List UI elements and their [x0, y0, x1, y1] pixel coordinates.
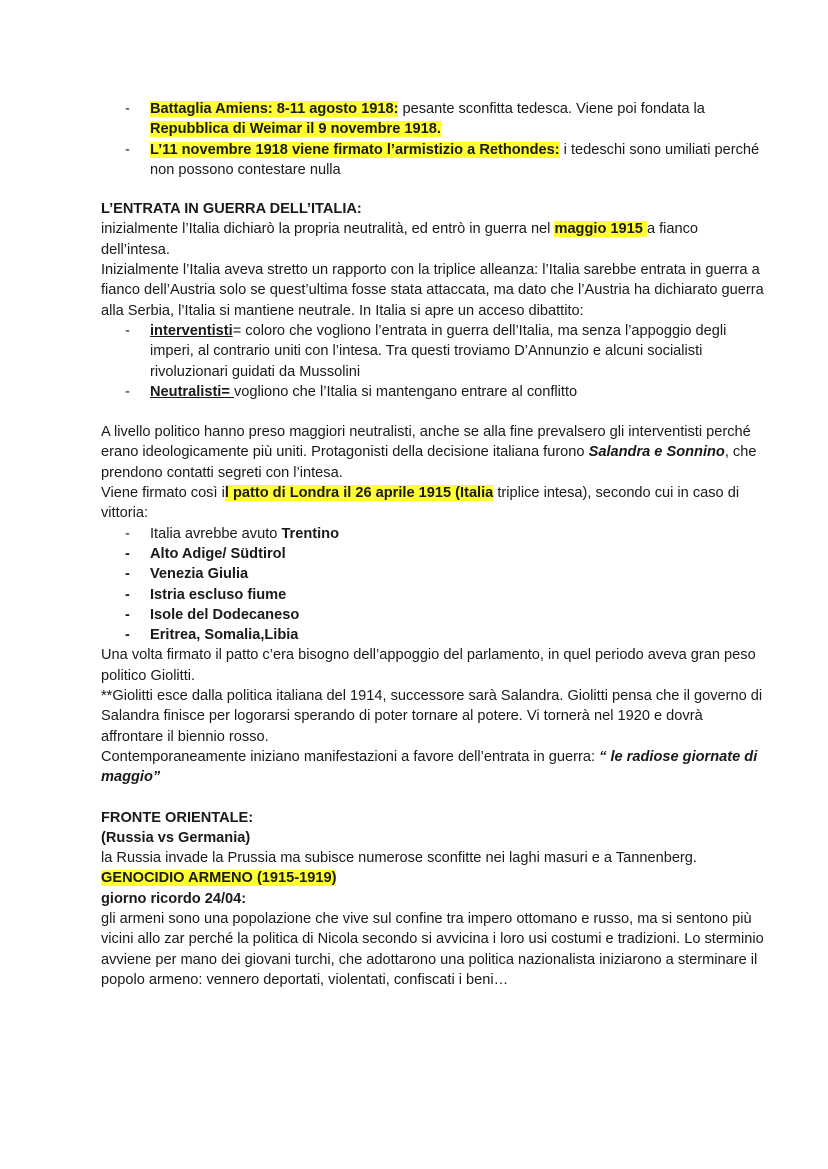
paragraph: Viene firmato così il patto di Londra il 26 aprile 1915 (Italia triplice intesa), secondo cui in caso di vittoria: [101, 485, 740, 522]
paragraph: Contemporaneamente iniziano manifestazioni a favore dell’entrata in guerra: “ le radiose giornate di maggio” [101, 748, 758, 786]
list-item: - interventisti= coloro che vogliono l’entrata in guerra dell’Italia, ma senza l’appoggio degli imperi, al contrario uniti con l’intesa. Tra questi troviamo D’Annunzio e alcuni socialisti rivoluzionari guidati da Mussolini [101, 321, 768, 382]
section-heading-fronte: FRONTE ORIENTALE: [101, 809, 254, 826]
weimar-label: Repubblica di Weimar il 9 novembre 1918. [150, 121, 441, 138]
section-heading-italia: L’ENTRATA IN GUERRA DELL’ITALIA: [101, 201, 362, 218]
list-item: - Italia avrebbe avuto Trentino [101, 524, 768, 544]
quote-radiose-giornate: “ le radiose giornate di maggio” [101, 748, 758, 786]
term-interventisti: interventisti [150, 322, 233, 339]
genocidio-heading: GENOCIDIO ARMENO (1915-1919) [101, 870, 337, 887]
ricordo-label: giorno ricordo 24/04: [101, 890, 247, 907]
paragraph: Una volta firmato il patto c’era bisogno dell’appoggio del parlamento, in quel periodo aveva gran peso politico Giolitti. [101, 647, 756, 684]
paragraph: A livello politico hanno preso maggiori neutralisti, anche se alla fine prevalsero gli interventisti perché erano ideologicamente più uniti. Protagonisti della decisione italiana furono Salandra e Sonnino, che prendono contatti segreti con l’intesa. [101, 424, 757, 481]
list-item: - Battaglia Amiens: 8-11 agosto 1918: pesante sconfitta tedesca. Viene poi fondata la Repubblica di Weimar il 9 novembre 1918. [101, 99, 768, 140]
list-item: - Isole del Dodecaneso [101, 605, 768, 625]
paragraph: la Russia invade la Prussia ma subisce numerose sconfitte nei laghi masuri e a Tannenberg. [101, 850, 697, 867]
list-item: - Venezia Giulia [101, 564, 768, 584]
list-item: - Eritrea, Somalia,Libia [101, 625, 768, 645]
highlight-patto-londra: l patto di Londra il 26 aprile 1915 (Italia [224, 485, 494, 502]
subheading: (Russia vs Germania) [101, 829, 251, 846]
paragraph: **Giolitti esce dalla politica italiana del 1914, successore sarà Salandra. Giolitti pensa che il governo di Salandra finisce per logorarsi sperando di poter tornare al potere. Vi tornerà nel 1920 e dovrà affrontare il biennio rosso. [101, 688, 763, 745]
armistice-list [101, 99, 768, 180]
list-item: - Alto Adige/ Südtirol [101, 544, 768, 564]
paragraph: inizialmente l’Italia dichiarò la propria neutralità, ed entrò in guerra nel maggio 1915 a fianco dell’intesa. [101, 221, 699, 258]
list-item: - Istria escluso fiume [101, 585, 768, 605]
paragraph: Inizialmente l’Italia aveva stretto un rapporto con la triplice alleanza: l’Italia sarebbe entrata in guerra a fianco dell’Austria solo se quest’ultima fosse stata attaccata, ma dato che l’Austria ha dichiarato guerra alla Serbia, l’Italia si mantiene neutrale. In Italia si apre un acceso dibattito: [101, 262, 764, 319]
names-salandra-sonnino: Salandra e Sonnino [588, 444, 725, 461]
list-item: - Neutralisti= vogliono che l’Italia si mantengano entrare al conflitto [101, 382, 768, 402]
rethondes-label: L’11 novembre 1918 viene firmato l’armistizio a Rethondes: [150, 141, 560, 158]
term-neutralisti: Neutralisti= [150, 383, 234, 400]
list-item: - L’11 novembre 1918 viene firmato l’armistizio a Rethondes: i tedeschi sono umiliati perché non possono contestare nulla [101, 140, 768, 181]
territories-list [101, 524, 768, 646]
highlight-maggio: maggio 1915 [554, 221, 647, 238]
factions-list [101, 321, 768, 402]
amiens-label: Battaglia Amiens: 8-11 agosto 1918: [150, 101, 399, 117]
paragraph: gli armeni sono una popolazione che vive sul confine tra impero ottomano e russo, ma si sentono più vicini allo zar perché la politica di Nicola secondo si avvicina i loro usi costumi e tradizioni. Lo sterminio avviene per mano dei giovani turchi, che adottarono una politica nazionalista iniziarono a sterminare il popolo armeno: vennero deportati, violentati, confiscati i beni… [101, 910, 764, 988]
